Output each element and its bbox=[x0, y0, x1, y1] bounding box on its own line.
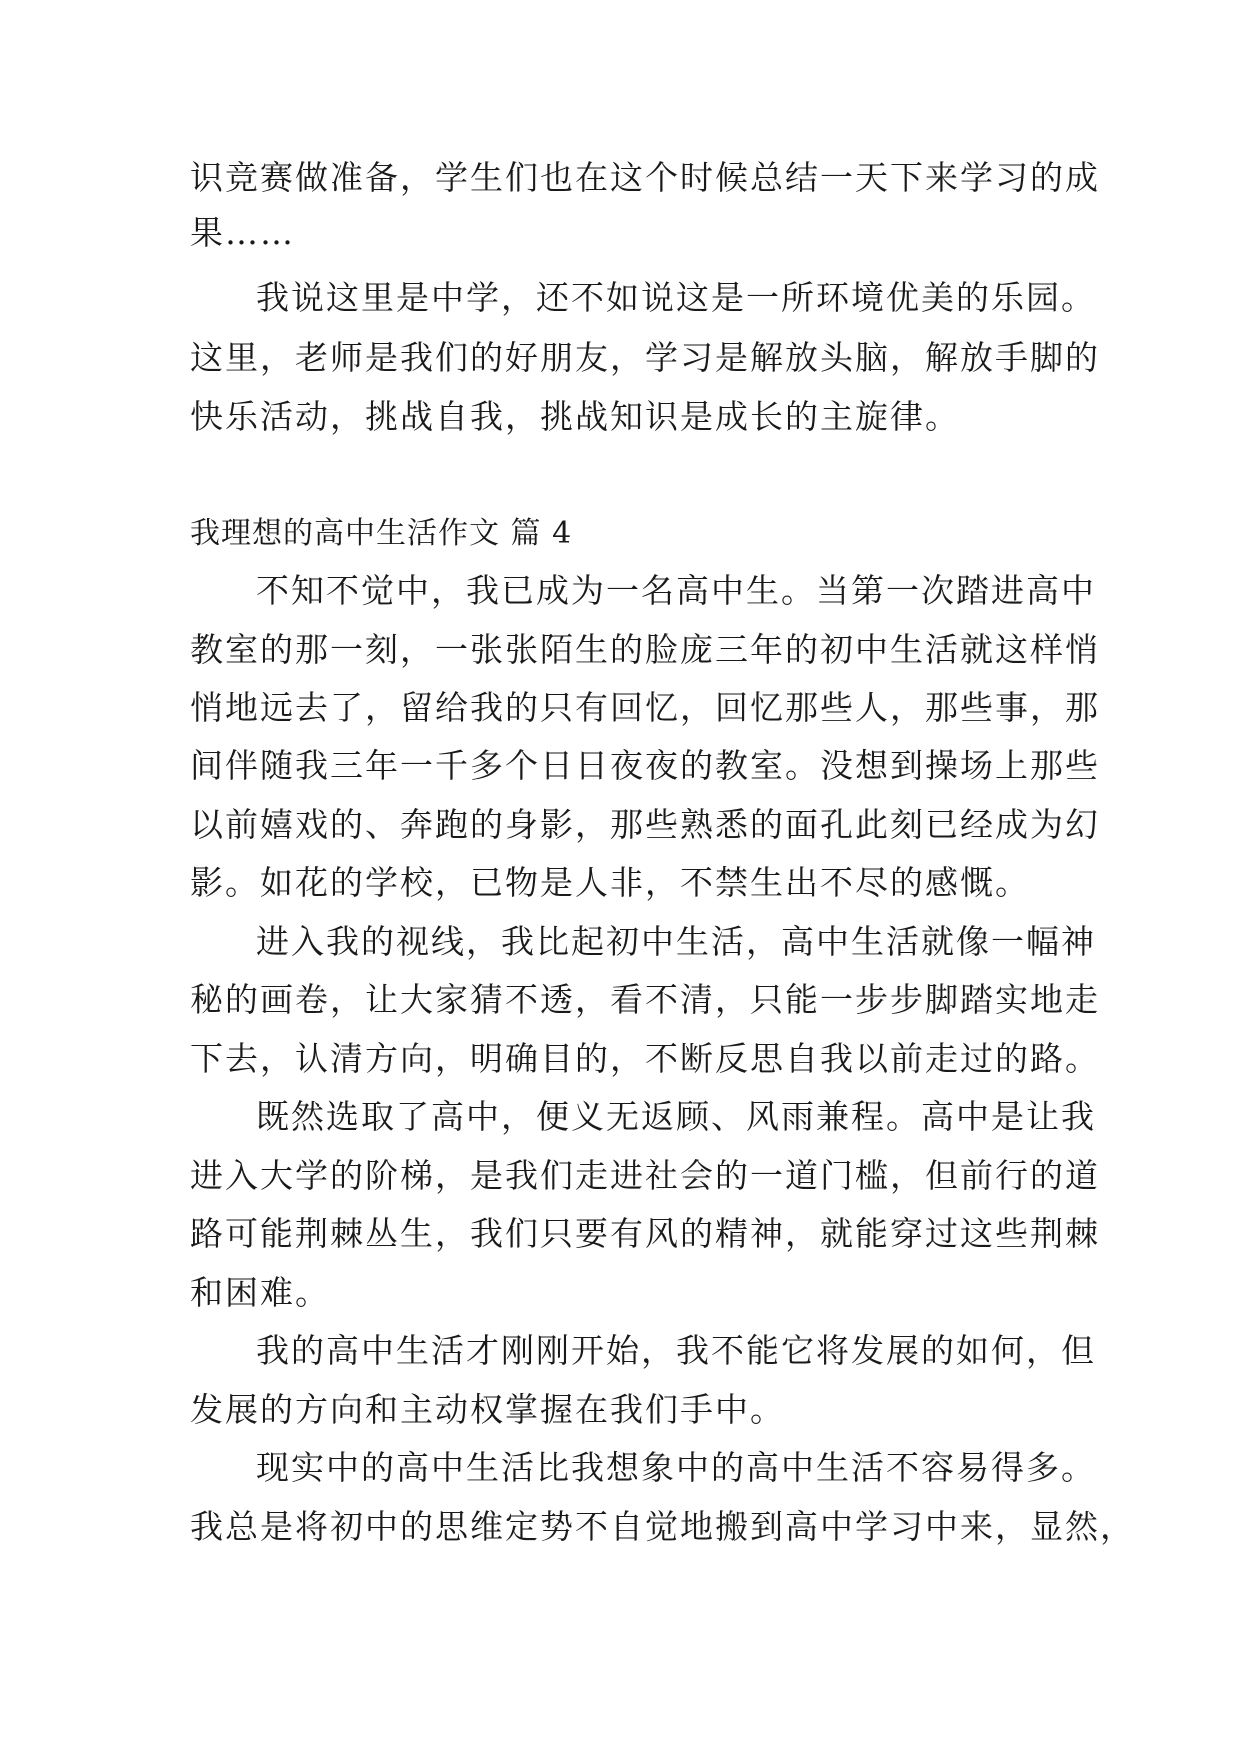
paragraph-line: 果…… bbox=[190, 213, 295, 252]
paragraph-line: 秘的画卷，让大家猜不透，看不清，只能一步步脚踏实地走 bbox=[190, 980, 1100, 1019]
paragraph-line: 不知不觉中，我已成为一名高中生。当第一次踏进高中 bbox=[256, 571, 1096, 610]
paragraph-line: 下去，认清方向，明确目的，不断反思自我以前走过的路。 bbox=[190, 1039, 1100, 1078]
paragraph-line: 发展的方向和主动权掌握在我们手中。 bbox=[190, 1390, 785, 1429]
paragraph-line: 识竞赛做准备，学生们也在这个时候总结一天下来学习的成 bbox=[190, 158, 1100, 197]
paragraph-line: 进入我的视线，我比起初中生活，高中生活就像一幅神 bbox=[256, 922, 1096, 961]
paragraph-line: 和困难。 bbox=[190, 1273, 330, 1312]
paragraph-line: 路可能荆棘丛生，我们只要有风的精神，就能穿过这些荆棘 bbox=[190, 1214, 1100, 1253]
paragraph-line: 我的高中生活才刚刚开始，我不能它将发展的如何，但 bbox=[256, 1331, 1096, 1370]
paragraph-line: 这里，老师是我们的好朋友，学习是解放头脑，解放手脚的 bbox=[190, 338, 1100, 377]
paragraph-line: 现实中的高中生活比我想象中的高中生活不容易得多。 bbox=[256, 1448, 1096, 1487]
paragraph-line: 我说这里是中学，还不如说这是一所环境优美的乐园。 bbox=[256, 278, 1096, 317]
paragraph-line: 以前嬉戏的、奔跑的身影，那些熟悉的面孔此刻已经成为幻 bbox=[190, 805, 1100, 844]
paragraph-line: 快乐活动，挑战自我，挑战知识是成长的主旋律。 bbox=[190, 397, 960, 436]
paragraph-line: 间伴随我三年一千多个日日夜夜的教室。没想到操场上那些 bbox=[190, 746, 1100, 785]
paragraph-line: 进入大学的阶梯，是我们走进社会的一道门槛，但前行的道 bbox=[190, 1156, 1100, 1195]
paragraph-line: 教室的那一刻，一张张陌生的脸庞三年的初中生活就这样悄 bbox=[190, 630, 1100, 669]
paragraph-line: 既然选取了高中，便义无返顾、风雨兼程。高中是让我 bbox=[256, 1097, 1096, 1136]
paragraph-line: 影。如花的学校，已物是人非，不禁生出不尽的感慨。 bbox=[190, 863, 1030, 902]
paragraph-line: 悄地远去了，留给我的只有回忆，回忆那些人，那些事，那 bbox=[190, 688, 1100, 727]
paragraph-line: 我总是将初中的思维定势不自觉地搬到高中学习中来，显然， bbox=[190, 1507, 1135, 1546]
section-heading: 我理想的高中生活作文 篇 4 bbox=[190, 516, 573, 551]
